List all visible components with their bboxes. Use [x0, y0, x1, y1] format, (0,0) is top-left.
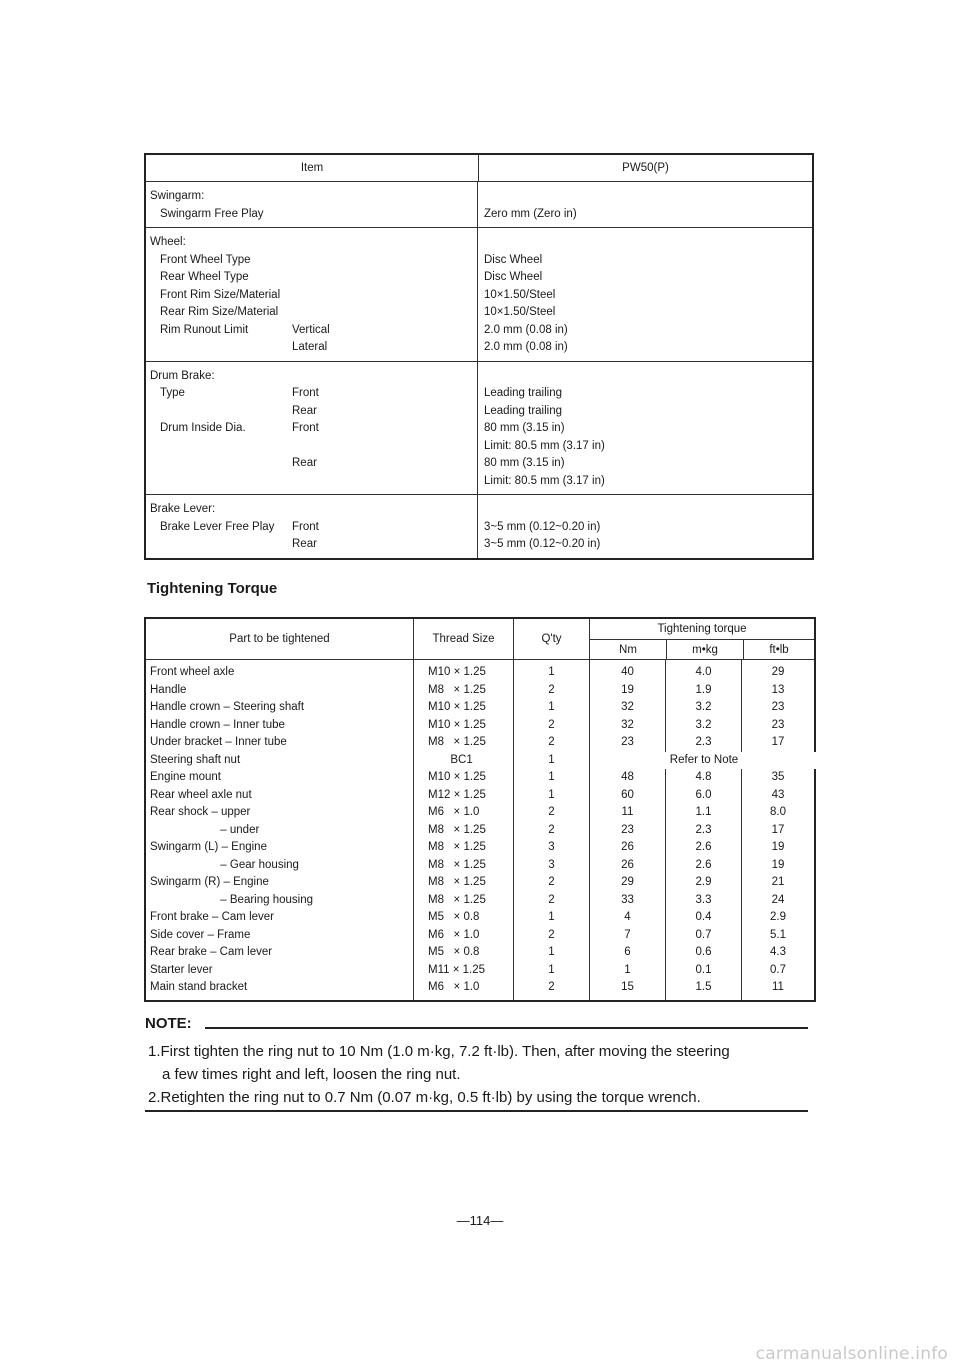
cell-thread: M11 × 1.25 [428, 963, 486, 976]
cell-part: Under bracket – Inner tube [150, 736, 287, 748]
cell-thread: M8 × 1.25 [428, 683, 486, 696]
cell-nm: 26 [621, 841, 634, 853]
cell-ftlb: 0.7 [770, 963, 786, 976]
cell-qty: 2 [548, 806, 555, 818]
spec-item-label: Front Rim Size/Material [160, 288, 281, 301]
cell-ftlb: 24 [771, 893, 785, 906]
spec-item-label: Brake Lever Free Play [160, 520, 275, 533]
spec-item-row [146, 206, 477, 224]
spec-value: Disc Wheel [484, 271, 543, 283]
cell-qty: 3 [548, 841, 555, 853]
cell-part: Engine mount [150, 771, 221, 783]
cell-part: – under [150, 823, 260, 836]
cell-ftlb: 17 [771, 823, 785, 836]
spec-value: 2.0 mm (0.08 in) [484, 341, 568, 353]
spec-item-label: Type [160, 387, 185, 399]
spec-item-row [146, 339, 477, 357]
page-number: —114— [456, 1213, 504, 1228]
spec-group [146, 362, 812, 496]
spec-item-sub [292, 206, 477, 224]
cell-ftlb: 5.1 [770, 928, 786, 941]
spec-group-values [478, 234, 812, 357]
cell-thread: M6 × 1.0 [428, 928, 480, 941]
cell-ftlb: 21 [771, 876, 785, 888]
cell-part: Rear brake – Cam lever [150, 946, 273, 958]
cell-part: Handle crown – Steering shaft [150, 701, 305, 713]
cell-thread: M10 × 1.25 [428, 701, 486, 713]
spec-item-sub: Front [292, 422, 319, 434]
spec-item-row [146, 536, 477, 554]
spec-group-title: Drum Brake: [150, 369, 215, 382]
header-mkg: m•kg [667, 640, 744, 659]
spec-value: 10×1.50/Steel [484, 288, 556, 301]
spec-item-sub: Front [292, 520, 319, 533]
cell-mkg: 1.5 [695, 981, 712, 993]
column-mkg [666, 660, 742, 1000]
cell-qty: 1 [548, 771, 555, 783]
cell-ftlb: 4.3 [770, 946, 786, 958]
spec-value: Limit: 80.5 mm (3.17 in) [484, 474, 605, 487]
spec-group-title: Swingarm: [150, 190, 205, 202]
spec-value: 3~5 mm (0.12~0.20 in) [484, 538, 601, 550]
header-tightening-torque: Tightening torque [590, 619, 814, 640]
cell-part: Steering shaft nut [150, 753, 241, 766]
spec-groups [146, 182, 812, 558]
spec-item-row [146, 304, 477, 322]
spec-value: Leading trailing [484, 404, 563, 417]
spec-value: Leading trailing [484, 387, 563, 399]
header-ftlb: ft•lb [769, 643, 789, 656]
spec-item-sub: Front [292, 387, 319, 399]
spec-value: 10×1.50/Steel [484, 306, 556, 318]
watermark: carmanualsonline.info [755, 1344, 948, 1364]
cell-mkg: 2.6 [695, 841, 712, 853]
cell-mkg: 1.1 [695, 806, 712, 818]
cell-part: Starter lever [150, 963, 213, 976]
cell-mkg: 3.2 [695, 718, 712, 731]
spec-item-row [146, 269, 477, 287]
spec-item-sub: Rear [292, 404, 317, 417]
cell-ftlb: 11 [772, 981, 784, 993]
cell-part: Front brake – Cam lever [150, 911, 274, 923]
spec-header-row [146, 155, 812, 182]
cell-mkg: 0.4 [695, 911, 712, 923]
spec-group-left [146, 495, 478, 558]
torque-table [144, 617, 816, 1002]
cell-thread: M8 × 1.25 [428, 893, 486, 906]
cell-ftlb: 8.0 [770, 806, 786, 818]
spec-table [144, 153, 814, 560]
cell-thread: M6 × 1.0 [428, 981, 480, 993]
cell-ftlb: 35 [771, 771, 785, 783]
column-thread [414, 660, 514, 1000]
spec-item-sub: Vertical [292, 323, 330, 336]
cell-nm: 23 [621, 823, 634, 836]
spec-item-label [146, 438, 292, 456]
cell-mkg: 0.6 [695, 946, 712, 958]
cell-mkg: 2.9 [695, 876, 712, 888]
spec-item-label: Drum Inside Dia. [160, 422, 246, 434]
cell-mkg: 2.3 [695, 736, 712, 748]
spec-group [146, 495, 812, 558]
spec-item-sub [292, 252, 477, 270]
cell-qty: 1 [548, 666, 555, 678]
cell-thread: M8 × 1.25 [428, 823, 486, 836]
cell-mkg: 2.3 [695, 823, 712, 836]
spec-value: 80 mm (3.15 in) [484, 422, 565, 434]
cell-ftlb: 13 [771, 683, 785, 696]
cell-qty: 2 [548, 893, 555, 906]
spec-item-label: Rim Runout Limit [160, 323, 249, 336]
cell-qty: 2 [548, 981, 555, 993]
spec-value: 80 mm (3.15 in) [484, 457, 565, 469]
cell-qty: 1 [548, 946, 555, 958]
cell-thread: BC1 [428, 753, 473, 766]
cell-nm: 29 [621, 876, 634, 888]
spec-item-sub [292, 304, 477, 322]
cell-nm: 48 [621, 771, 634, 783]
spec-item-sub: Rear [292, 457, 317, 469]
spec-item-label: Rear Wheel Type [160, 271, 249, 283]
cell-part: Rear shock – upper [150, 806, 251, 818]
spec-item-label [146, 339, 292, 357]
cell-nm: 7 [624, 928, 631, 941]
spec-item-row [146, 473, 477, 491]
cell-part: Swingarm (R) – Engine [150, 876, 269, 888]
cell-thread: M10 × 1.25 [428, 666, 486, 678]
cell-mkg: 0.7 [695, 928, 712, 941]
cell-nm: 32 [621, 718, 634, 731]
cell-ftlb: 19 [771, 841, 785, 853]
cell-thread: M5 × 0.8 [428, 946, 480, 958]
column-ftlb [742, 660, 814, 1000]
spec-item-sub: Rear [292, 538, 317, 550]
cell-qty: 1 [548, 788, 555, 801]
spec-value: Zero mm (Zero in) [484, 207, 577, 220]
cell-nm: 32 [621, 701, 634, 713]
cell-mkg: 3.2 [695, 701, 712, 713]
cell-mkg: 2.6 [695, 858, 712, 871]
spec-item-label: Swingarm Free Play [160, 207, 264, 220]
spec-group-title: Brake Lever: [150, 503, 216, 515]
spec-group-values [478, 501, 812, 554]
cell-part: Front wheel axle [150, 666, 235, 678]
spec-value: 2.0 mm (0.08 in) [484, 323, 568, 336]
spec-value [478, 188, 812, 206]
cell-ftlb: 19 [771, 858, 785, 871]
cell-nm: 40 [621, 666, 634, 678]
spec-item-label [146, 536, 292, 554]
spec-item-row [146, 385, 477, 403]
cell-part: Handle [150, 683, 187, 696]
cell-part: Rear wheel axle nut [150, 788, 252, 801]
spec-group-values [478, 188, 812, 223]
header-nm: Nm [590, 640, 667, 659]
cell-mkg: 4.0 [695, 666, 712, 678]
note-line-1b: a few times right and left, loosen the ring nut. [162, 1066, 461, 1083]
cell-thread: M10 × 1.25 [428, 771, 486, 783]
cell-qty: 3 [548, 858, 555, 871]
cell-nm: 6 [624, 946, 631, 958]
note-top-rule [205, 1027, 808, 1029]
spec-group-left [146, 182, 478, 227]
cell-qty: 2 [548, 823, 555, 836]
spec-value: Limit: 80.5 mm (3.17 in) [484, 439, 605, 452]
spec-value [478, 368, 812, 386]
cell-thread: M8 × 1.25 [428, 841, 486, 853]
cell-thread: M8 × 1.25 [428, 876, 486, 888]
cell-part: Side cover – Frame [150, 928, 251, 941]
note-label: NOTE: [145, 1015, 192, 1032]
cell-ftlb: 23 [771, 701, 785, 713]
cell-thread: M8 × 1.25 [428, 736, 486, 748]
spec-item-sub [292, 438, 477, 456]
cell-part: Swingarm (L) – Engine [150, 841, 267, 853]
note-line-1: 1.First tighten the ring nut to 10 Nm (1.0 m·kg, 7.2 ft·lb). Then, after moving the steering [148, 1043, 730, 1060]
cell-ftlb: 29 [771, 666, 785, 678]
spec-item-sub [292, 269, 477, 287]
cell-nm: 33 [621, 893, 634, 906]
spec-value [478, 501, 812, 519]
spec-group [146, 228, 812, 362]
cell-nm: 60 [621, 788, 634, 801]
cell-nm: 11 [621, 806, 634, 818]
cell-thread: M6 × 1.0 [428, 806, 480, 818]
cell-ftlb: 17 [771, 736, 785, 748]
header-thread-size: Thread Size [414, 619, 514, 659]
spec-item-row [146, 252, 477, 270]
cell-nm: 1 [624, 963, 631, 976]
spec-value [478, 234, 812, 252]
spec-item-label [146, 473, 292, 491]
cell-ftlb: 23 [771, 718, 785, 731]
cell-thread: M5 × 0.8 [428, 911, 480, 923]
cell-mkg: 0.1 [695, 963, 712, 976]
column-qty [514, 660, 590, 1000]
column-part [146, 660, 414, 1000]
cell-part: Main stand bracket [150, 981, 248, 993]
spec-item-label: Rear Rim Size/Material [160, 306, 279, 318]
spec-item-sub [292, 473, 477, 491]
cell-nm: 15 [621, 981, 634, 993]
spec-item-row [146, 403, 477, 421]
cell-part: – Gear housing [150, 858, 299, 871]
spec-value: Disc Wheel [484, 253, 543, 266]
cell-thread: M12 × 1.25 [428, 788, 486, 801]
cell-qty: 2 [548, 876, 555, 888]
cell-ftlb: 43 [771, 788, 785, 801]
spec-item-row [146, 519, 477, 537]
cell-mkg: 4.8 [695, 771, 712, 783]
torque-section-title: Tightening Torque [147, 580, 278, 597]
spec-group-title: Wheel: [150, 236, 186, 248]
cell-nm: 4 [624, 911, 631, 923]
spec-item-label [146, 455, 292, 473]
spec-item-row [146, 322, 477, 340]
spec-item-label [146, 403, 292, 421]
cell-part: Handle crown – Inner tube [150, 718, 285, 731]
refer-to-note: Refer to Note [590, 752, 818, 770]
note-bottom-rule [145, 1110, 808, 1112]
cell-ftlb: 2.9 [770, 911, 786, 923]
cell-qty: 1 [548, 701, 555, 713]
cell-qty: 1 [548, 911, 555, 923]
cell-qty: 1 [548, 753, 555, 766]
cell-nm: 26 [621, 858, 634, 871]
spec-item-row [146, 420, 477, 438]
header-part: Part to be tightened [146, 619, 414, 659]
cell-qty: 2 [548, 718, 555, 731]
torque-body [146, 660, 814, 1000]
cell-thread: M8 × 1.25 [428, 858, 486, 871]
spec-header-model: PW50(P) [622, 162, 669, 174]
spec-item-row [146, 287, 477, 305]
cell-mkg: 1.9 [695, 683, 712, 696]
torque-header-row [146, 619, 814, 660]
cell-nm: 19 [621, 683, 634, 696]
spec-item-row [146, 438, 477, 456]
header-torque-group [590, 619, 814, 659]
cell-nm: 23 [621, 736, 634, 748]
spec-value: 3~5 mm (0.12~0.20 in) [484, 520, 601, 533]
spec-item-sub [292, 287, 477, 305]
header-qty: Q'ty [514, 619, 590, 659]
spec-group-left [146, 228, 478, 361]
cell-qty: 2 [548, 683, 555, 696]
column-nm [590, 660, 666, 1000]
cell-thread: M10 × 1.25 [428, 718, 486, 731]
cell-qty: 2 [548, 928, 555, 941]
spec-group [146, 182, 812, 228]
spec-group-values [478, 368, 812, 491]
spec-item-row [146, 455, 477, 473]
note-body [145, 1040, 825, 1109]
cell-mkg: 3.3 [695, 893, 712, 906]
spec-item-sub: Lateral [292, 341, 328, 353]
cell-mkg: 6.0 [695, 788, 712, 801]
spec-group-left [146, 362, 478, 495]
note-line-2: 2.Retighten the ring nut to 0.7 Nm (0.07 m·kg, 0.5 ft·lb) by using the torque wrench. [148, 1089, 701, 1106]
spec-item-label: Front Wheel Type [160, 253, 251, 266]
spec-header-item: Item [146, 155, 479, 181]
cell-qty: 1 [548, 963, 555, 976]
cell-qty: 2 [548, 736, 555, 748]
cell-part: – Bearing housing [150, 893, 313, 906]
